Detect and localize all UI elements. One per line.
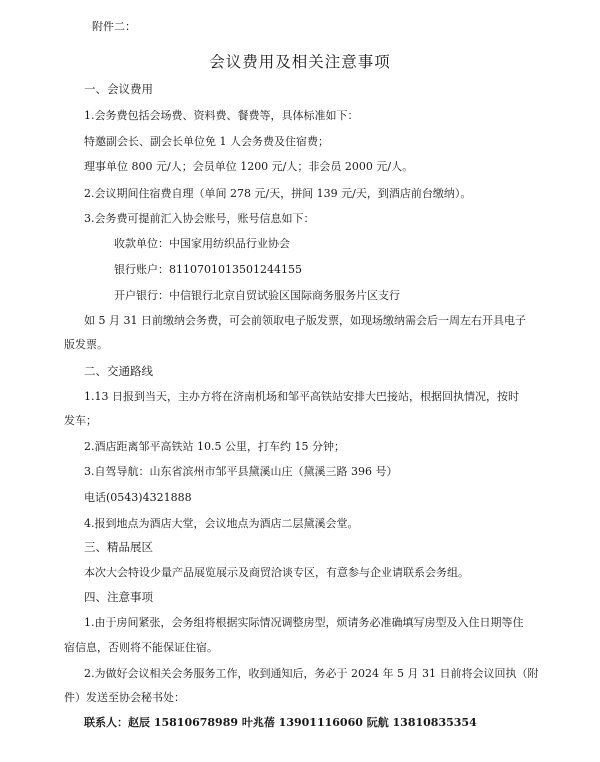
- exhibition-text: 本次大会特设少量产品展览展示及商贸洽谈专区，有意参与企业请联系会务组。: [84, 566, 469, 579]
- notes-line-2a: 2.为做好会议相关会务服务工作，收到通知后，务必于 2024 年 5 月 31 日前将会议回执（附: [84, 667, 539, 680]
- transport-line-1b: 发车；: [64, 414, 97, 427]
- invoice-line-1: 如 5 月 31 日前缴纳会务费，可会前领取电子版发票，如现场缴纳需会后一周左右开具电子: [84, 314, 526, 327]
- bank-line: 开户银行：中信银行北京自贸试验区国际商务服务片区支行: [114, 289, 400, 302]
- transport-line-4: 4.报到地点为酒店大堂，会议地点为酒店二层黛溪会堂。: [84, 517, 359, 530]
- notes-line-1a: 1.由于房间紧张，会务组将根据实际情况调整房型，烦请务必准确填写房型及入住日期等住: [84, 616, 524, 629]
- fees-line-4: 2.会议期间住宿费自理（单间 278 元/天，拼间 139 元/天，到酒店前台缴纳）。: [84, 187, 472, 200]
- account-line: 银行账户：8110701013501244155: [114, 263, 302, 276]
- document-title: 会议费用及相关注意事项: [209, 53, 391, 71]
- transport-line-1a: 1.13 日报到当天，主办方将在济南机场和邹平高铁站安排大巴接站，根据回执情况，按时: [84, 390, 519, 403]
- payee-line: 收款单位：中国家用纺织品行业协会: [114, 237, 290, 250]
- notes-line-2b: 件）发送至协会秘书处：: [64, 691, 185, 704]
- fees-line-2: 特邀副会长、副会长单位免 1 人会务费及住宿费；: [84, 135, 329, 148]
- invoice-line-2: 版发票。: [64, 338, 108, 351]
- section-heading-transport: 二、交通路线: [84, 364, 153, 378]
- fees-line-3: 理事单位 800 元/人；会员单位 1200 元/人；非会员 2000 元/人。: [84, 160, 414, 173]
- hotel-phone: 电话(0543)4321888: [84, 491, 192, 504]
- section-heading-notes: 四、注意事项: [84, 590, 153, 604]
- contact-line: 联系人：赵辰 15810678989 叶兆蓓 13901116060 阮航 13810835354: [84, 716, 477, 729]
- attachment-label: 附件二：: [92, 20, 136, 33]
- transport-line-3: 3.自驾导航：山东省滨州市邹平县黛溪山庄（黛溪三路 396 号）: [84, 465, 398, 478]
- fees-line-1: 1.会务费包括会场费、资料费、餐费等，具体标准如下：: [84, 109, 359, 122]
- fees-line-5: 3.会务费可提前汇入协会账号，账号信息如下：: [84, 212, 315, 225]
- section-heading-fees: 一、会议费用: [84, 82, 153, 96]
- section-heading-exhibition: 三、精品展区: [84, 540, 153, 554]
- notes-line-1b: 宿信息，否则将不能保证住宿。: [64, 641, 218, 654]
- transport-line-2: 2.酒店距离邹平高铁站 10.5 公里，打车约 15 分钟；: [84, 440, 345, 453]
